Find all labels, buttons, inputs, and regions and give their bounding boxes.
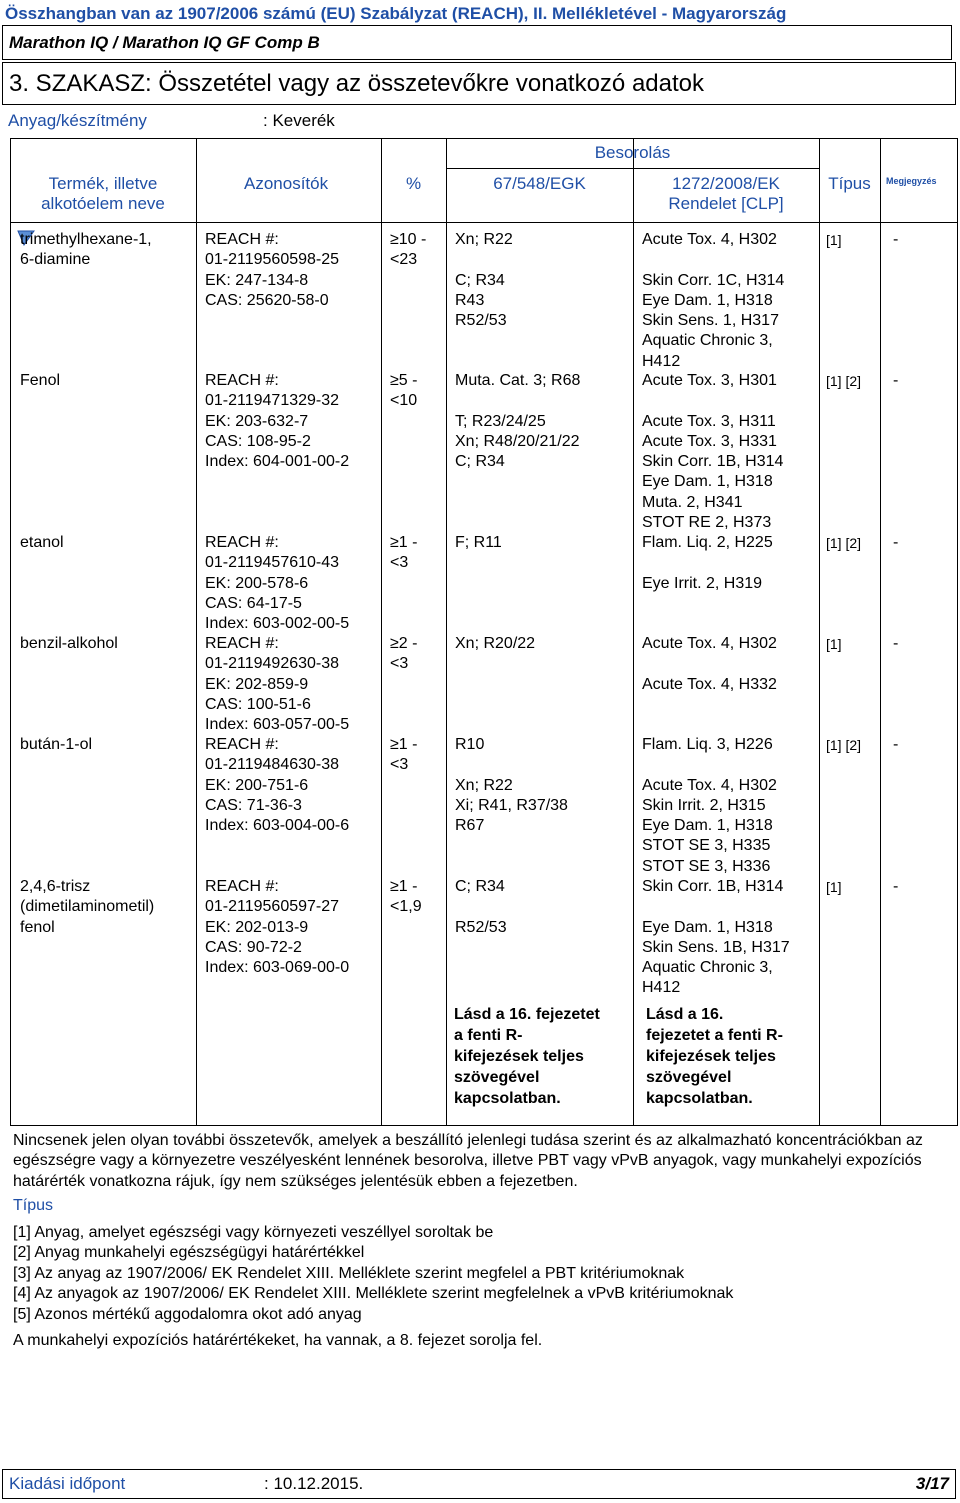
row-6-tipus: [1] <box>826 879 842 895</box>
row-2-eg: Muta. Cat. 3; R68 T; R23/24/25 Xn; R48/20/21/22 C; R34 <box>455 372 581 471</box>
note-clp: Lásd a 16. fejezetet a fenti R- kifejezések teljes szövegével kapcsolatban. <box>646 1006 783 1107</box>
row-6-megj: - <box>893 878 899 895</box>
tipus-heading: Típus <box>13 1197 54 1214</box>
row-2-name: Fenol <box>20 372 61 389</box>
col-divider <box>819 138 820 1126</box>
footer-box <box>2 1469 956 1499</box>
row-2-clp: Acute Tox. 3, H301 Acute Tox. 3, H311 Acute Tox. 3, H331 Skin Corr. 1B, H314 Eye Dam. 1, H318 Muta. 2, H341 STOT RE 2, H373 <box>642 372 784 532</box>
row-3-pct: ≥1 - <3 <box>390 534 418 572</box>
row-6-pct: ≥1 - <1,9 <box>390 878 422 916</box>
row-4-tipus: [1] <box>826 636 842 652</box>
page-number: 3/17 <box>915 1474 949 1493</box>
row-4-clp: Acute Tox. 4, H302 Acute Tox. 4, H332 <box>642 635 777 693</box>
row-6-name: 2,4,6-trisz (dimetilaminometil) fenol <box>20 878 155 936</box>
row-4-megj: - <box>893 635 899 652</box>
tipus-item-5: [5] Azonos mértékű aggodalomra okot adó anyag <box>13 1306 362 1323</box>
substance-label: Anyag/készítmény <box>8 111 147 130</box>
row-1-tipus: [1] <box>826 232 842 248</box>
row-1-ids: REACH #: 01-2119560598-25 EK: 247-134-8 CAS: 25620-58-0 <box>205 231 340 309</box>
header-bottom-line <box>10 222 958 223</box>
header-tipus: Típus <box>828 174 871 193</box>
product-title-box <box>2 25 952 60</box>
row-5-ids: REACH #: 01-2119484630-38 EK: 200-751-6 CAS: 71-36-3 Index: 603-004-00-6 <box>205 736 350 835</box>
header-pct: % <box>405 174 422 193</box>
row-1-pct: ≥10 - <23 <box>390 231 427 269</box>
row-2-ids: REACH #: 01-2119471329-32 EK: 203-632-7 CAS: 108-95-2 Index: 604-001-00-2 <box>205 372 350 471</box>
issue-date-value: : 10.12.2015. <box>264 1474 364 1493</box>
issue-date-label: Kiadási időpont <box>9 1474 126 1493</box>
header-eg: 67/548/EGK <box>493 174 586 193</box>
row-3-megj: - <box>893 534 899 551</box>
col-divider <box>196 138 197 1126</box>
row-3-name: etanol <box>20 534 64 551</box>
section-title-box <box>2 62 956 105</box>
section-title: 3. SZAKASZ: Összetétel vagy az összetevőkre vonatkozó adatok <box>9 70 705 97</box>
col-divider <box>633 138 634 1126</box>
row-3-ids: REACH #: 01-2119457610-43 EK: 200-578-6 CAS: 64-17-5 Index: 603-002-00-5 <box>205 534 350 633</box>
row-4-eg: Xn; R20/22 <box>455 635 536 652</box>
header-clp: 1272/2008/EK Rendelet [CLP] <box>668 174 784 213</box>
regulation-header: Összhangban van az 1907/2006 számú (EU) Szabályzat (REACH), II. Mellékletével - Magyarország <box>5 4 787 23</box>
row-5-pct: ≥1 - <3 <box>390 736 418 774</box>
row-5-eg: R10 Xn; R22 Xi; R41, R37/38 R67 <box>455 736 568 835</box>
row-4-pct: ≥2 - <3 <box>390 635 418 673</box>
row-5-clp: Flam. Liq. 3, H226 Acute Tox. 4, H302 Skin Irrit. 2, H315 Eye Dam. 1, H318 STOT SE 3, H335 STOT SE 3, H336 <box>642 736 777 875</box>
row-2-tipus: [1] [2] <box>826 373 862 389</box>
row-4-ids: REACH #: 01-2119492630-38 EK: 202-859-9 CAS: 100-51-6 Index: 603-057-00-5 <box>205 635 350 734</box>
tipus-item-2: [2] Anyag munkahelyi egészségügyi határértékkel <box>13 1244 365 1261</box>
row-6-clp: Skin Corr. 1B, H314 Eye Dam. 1, H318 Skin Sens. 1B, H317 Aquatic Chronic 3, H412 <box>642 878 790 997</box>
row-2-megj: - <box>893 372 899 389</box>
header-besorolas: Besorolás <box>594 143 671 162</box>
header-megjegyzes: Megjegyzés <box>886 176 937 186</box>
row-1-eg: Xn; R22 C; R34 R43 R52/53 <box>455 231 513 330</box>
row-3-tipus: [1] [2] <box>826 535 862 551</box>
col-divider <box>381 138 382 1126</box>
substance-value: : Keverék <box>263 111 335 130</box>
row-2-pct: ≥5 - <10 <box>390 372 418 410</box>
row-6-eg: C; R34 R52/53 <box>455 878 507 936</box>
note-eg: Lásd a 16. fejezetet a fenti R- kifejezések teljes szövegével kapcsolatban. <box>454 1006 600 1107</box>
exposure-note: A munkahelyi expozíciós határértékeket, ha vannak, a 8. fejezet sorolja fel. <box>13 1332 543 1349</box>
col-divider <box>880 138 881 1126</box>
row-1-name: trimethylhexane-1, 6-diamine <box>20 231 152 269</box>
product-title: Marathon IQ / Marathon IQ GF Comp B <box>9 33 320 52</box>
footnote-text: Nincsenek jelen olyan további összetevők, amelyek a beszállító jelenlegi tudása szerint és az alkalmazható koncentrációkban az egészségre vagy a környezetre veszélyesként lennének besorolva, illetve PBT vagy vPvB anyagok, vagy munkahelyi expozíciós határérték vonatkozna rájuk, így nem szükséges jelentésük ebben a fejezetben. <box>13 1132 923 1190</box>
tipus-item-3: [3] Az anyag az 1907/2006/ EK Rendelet XIII. Melléklete szerint megfelel a PBT kritériumoknak <box>13 1265 685 1282</box>
row-1-megj: - <box>893 231 899 248</box>
row-6-ids: REACH #: 01-2119560597-27 EK: 202-013-9 CAS: 90-72-2 Index: 603-069-00-0 <box>205 878 350 977</box>
row-3-clp: Flam. Liq. 2, H225 Eye Irrit. 2, H319 <box>642 534 773 592</box>
row-5-name: bután-1-ol <box>20 736 93 753</box>
tipus-item-1: [1] Anyag, amelyet egészségi vagy környezeti veszéllyel soroltak be <box>13 1224 494 1241</box>
header-name: Termék, illetve alkotóelem neve <box>41 174 165 213</box>
row-4-name: benzil-alkohol <box>20 635 118 652</box>
besorolas-underline <box>446 168 819 169</box>
row-5-megj: - <box>893 736 899 753</box>
row-3-eg: F; R11 <box>455 534 502 551</box>
tipus-item-4: [4] Az anyagok az 1907/2006/ EK Rendelet XIII. Melléklete szerint megfelelnek a vPvB kritériumoknak <box>13 1285 734 1302</box>
row-5-tipus: [1] [2] <box>826 737 862 753</box>
col-divider <box>446 138 447 1126</box>
row-1-clp: Acute Tox. 4, H302 Skin Corr. 1C, H314 Eye Dam. 1, H318 Skin Sens. 1, H317 Aquatic Chronic 3, H412 <box>642 231 785 370</box>
